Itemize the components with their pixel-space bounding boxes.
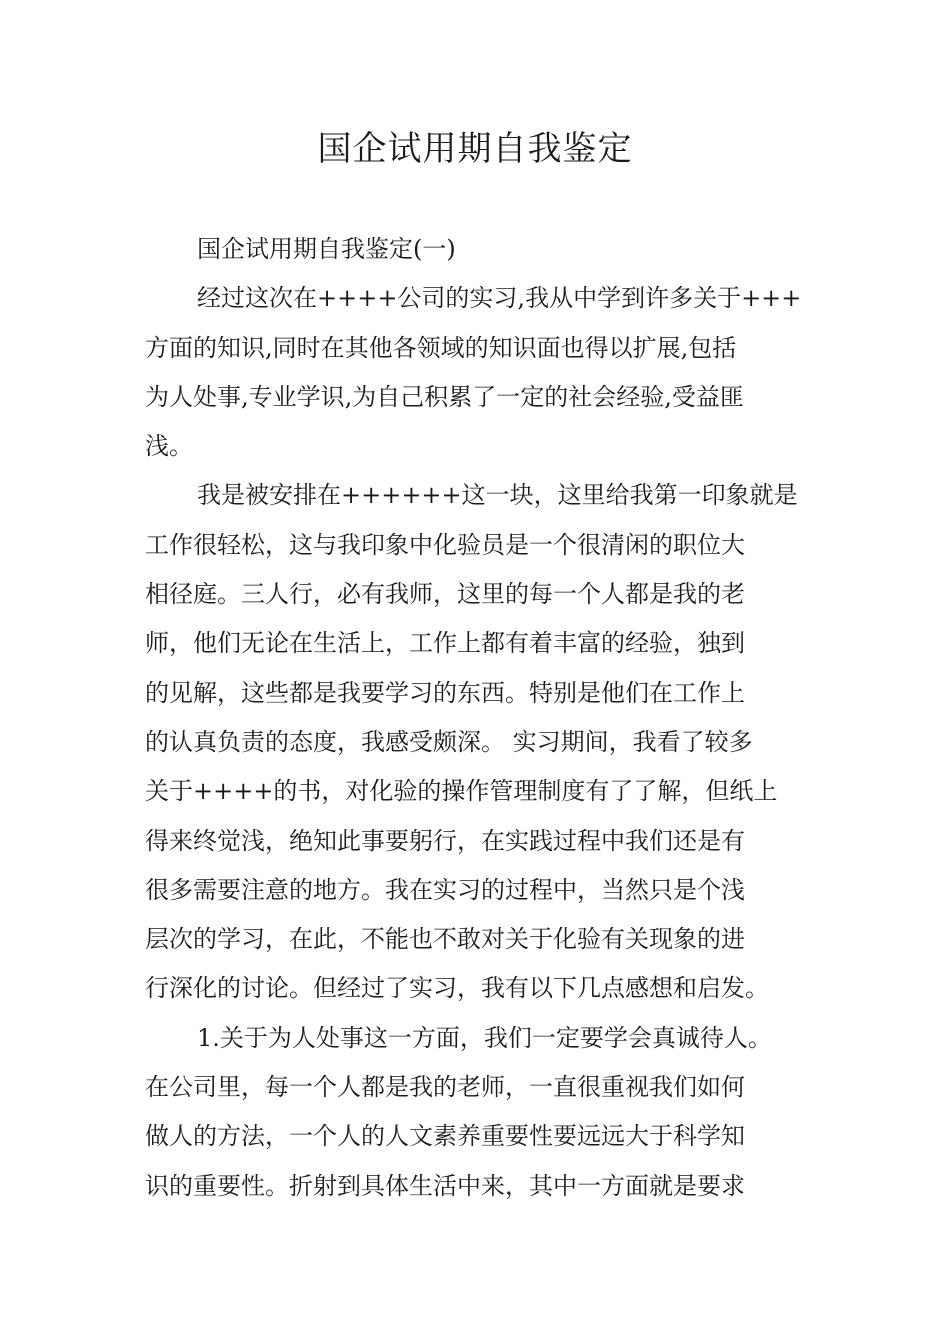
paragraph-line: 相径庭。三人行，必有我师，这里的每一个人都是我的老 (145, 580, 745, 609)
paragraph-line: 得来终觉浅，绝知此事要躬行，在实践过程中我们还是有 (145, 826, 745, 855)
paragraph-line: 的见解，这些都是我要学习的东西。特别是他们在工作上 (145, 678, 745, 707)
paragraph-line: 工作很轻松，这与我印象中化验员是一个很清闲的职位大 (145, 530, 745, 559)
paragraph-line: 我是被安排在++++++这一块，这里给我第一印象就是 (197, 481, 798, 510)
paragraph-line: 很多需要注意的地方。我在实习的过程中，当然只是个浅 (145, 875, 745, 904)
document-title: 国企试用期自我鉴定 (317, 129, 633, 169)
paragraph-line: 浅。 (145, 432, 193, 461)
document-body (145, 225, 835, 1211)
paragraph-line: 层次的学习，在此，不能也不敢对关于化验有关现象的进 (145, 925, 745, 954)
paragraph-line: 的认真负责的态度，我感受颇深。 实习期间，我看了较多 (145, 727, 753, 756)
paragraph-line: 做人的方法，一个人的人文素养重要性要远远大于科学知 (145, 1122, 745, 1151)
paragraph-line: 方面的知识,同时在其他各领域的知识面也得以扩展,包括 (145, 333, 737, 362)
paragraph-line: 识的重要性。折射到具体生活中来，其中一方面就是要求 (145, 1171, 745, 1200)
section-heading: 国企试用期自我鉴定(一) (197, 235, 456, 263)
paragraph-line: 师，他们无论在生活上，工作上都有着丰富的经验，独到 (145, 629, 745, 658)
paragraph-line: 行深化的讨论。但经过了实习，我有以下几点感想和启发。 (145, 974, 769, 1003)
paragraph-line: 经过这次在++++公司的实习,我从中学到许多关于+++ (197, 284, 802, 313)
list-item-line: 1.关于为人处事这一方面，我们一定要学会真诚待人。 (197, 1023, 772, 1052)
paragraph-line: 在公司里，每一个人都是我的老师，一直很重视我们如何 (145, 1073, 745, 1102)
paragraph-line: 为人处事,专业学识,为自己积累了一定的社会经验,受益匪 (145, 382, 744, 411)
paragraph-line: 关于++++的书，对化验的操作管理制度有了了解，但纸上 (145, 777, 778, 806)
